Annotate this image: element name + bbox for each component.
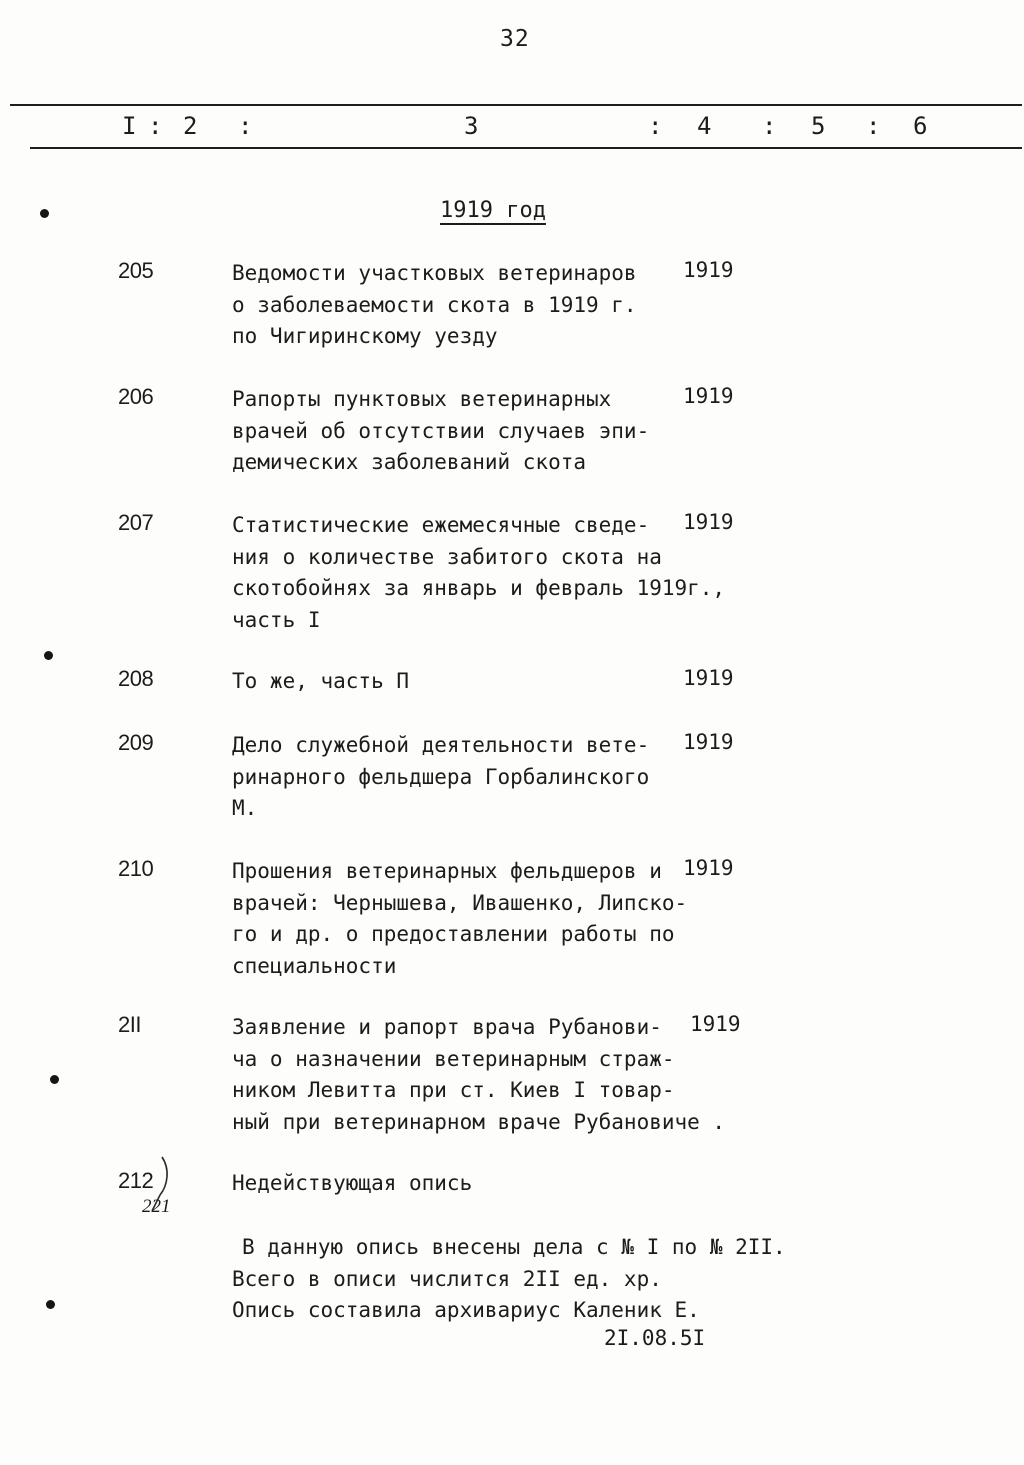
entry-description xyxy=(232,510,726,636)
description-line: Ведомости участковых ветеринаров xyxy=(232,261,637,285)
entry-year: 1919 xyxy=(683,510,734,534)
description-line: о заболеваемости скота в 1919 г. xyxy=(232,292,637,317)
description-line: М. xyxy=(232,796,258,820)
entry-year: 1919 xyxy=(683,666,734,690)
description-line: Прошения ветеринарных фельдшеров и xyxy=(232,859,662,883)
description-line: врачей: Чернышева, Ивашенко, Липско- xyxy=(232,890,688,915)
description-line: демических заболеваний скота xyxy=(232,450,587,474)
column-separator: : xyxy=(148,112,163,140)
column-separator: : xyxy=(648,112,663,140)
column-3-label: 3 xyxy=(464,112,479,140)
entry-number: 210 xyxy=(118,856,154,881)
description-line: го и др. о предоставлении работы по xyxy=(232,922,675,946)
description-line: Статистические ежемесячные сведе- xyxy=(232,513,650,537)
entry-year: 1919 xyxy=(683,258,734,282)
description-line: Заявление и рапорт врача Рубанови- xyxy=(232,1015,662,1039)
description-line: Дело служебной деятельности вете- xyxy=(232,733,650,757)
entry-description xyxy=(232,258,692,353)
description-line: врачей об отсутствии случаев эпи- xyxy=(232,418,650,443)
header-top-rule xyxy=(10,104,1022,106)
description-line: ный при ветеринарном враче Рубановиче . xyxy=(232,1109,726,1134)
summary-line: Всего в описи числится 2II ед. хр. xyxy=(232,1266,662,1291)
description-line: скотобойнях за январь и февраль 1919г., xyxy=(232,576,726,600)
description-line: ником Левитта при ст. Киев I товар- xyxy=(232,1078,675,1102)
header-bottom-rule xyxy=(30,147,1022,149)
column-5-label: 5 xyxy=(811,112,826,140)
entry-number: 2II xyxy=(118,1012,141,1037)
entry-description xyxy=(232,1168,692,1200)
entry-year: 1919 xyxy=(683,730,734,754)
entry-number: 207 xyxy=(118,510,154,535)
entry-description xyxy=(232,730,692,825)
document-date: 2I.08.5I xyxy=(604,1326,706,1350)
entry-year: 1919 xyxy=(690,1012,741,1036)
description-line: То же, часть П xyxy=(232,669,410,693)
summary-line: В данную опись внесены дела с № I по № 2II. xyxy=(242,1235,786,1259)
summary-line: Опись составила архивариус Каленик Е. xyxy=(232,1298,700,1322)
handwritten-note: 221 xyxy=(142,1196,171,1217)
punch-hole-mark xyxy=(50,1075,59,1084)
entry-description xyxy=(232,384,692,479)
description-line: ча о назначении ветеринарным страж- xyxy=(232,1046,675,1071)
entry-number: 209 xyxy=(118,730,154,755)
column-separator: : xyxy=(238,112,253,140)
column-separator: : xyxy=(762,112,777,140)
description-line: ринарного фельдшера Горбалинского xyxy=(232,764,650,789)
punch-hole-mark xyxy=(46,1300,55,1309)
column-4-label: 4 xyxy=(697,112,712,140)
punch-hole-mark xyxy=(44,651,53,660)
entry-number: 206 xyxy=(118,384,154,409)
description-line: Недействующая опись xyxy=(232,1171,473,1195)
description-line: по Чигиринскому уезду xyxy=(232,324,498,348)
column-6-label: 6 xyxy=(913,112,928,140)
entry-description xyxy=(232,856,692,982)
description-line: ния о количестве забитого скота на xyxy=(232,544,662,569)
summary-block xyxy=(232,1232,786,1327)
entry-year: 1919 xyxy=(683,384,734,408)
entry-description xyxy=(232,666,692,698)
column-separator: : xyxy=(866,112,881,140)
column-2-label: 2 xyxy=(183,112,198,140)
description-line: специальности xyxy=(232,953,397,978)
description-line: Рапорты пунктовых ветеринарных xyxy=(232,387,612,411)
entry-number: 212 xyxy=(118,1168,154,1193)
punch-hole-mark xyxy=(40,209,49,218)
page-number: 32 xyxy=(500,26,530,52)
entry-number: 205 xyxy=(118,258,154,283)
description-line: часть I xyxy=(232,607,321,632)
entry-number: 208 xyxy=(118,666,154,691)
entry-year: 1919 xyxy=(683,856,734,880)
column-1-label: I xyxy=(122,112,137,140)
year-heading: 1919 год xyxy=(440,198,546,223)
